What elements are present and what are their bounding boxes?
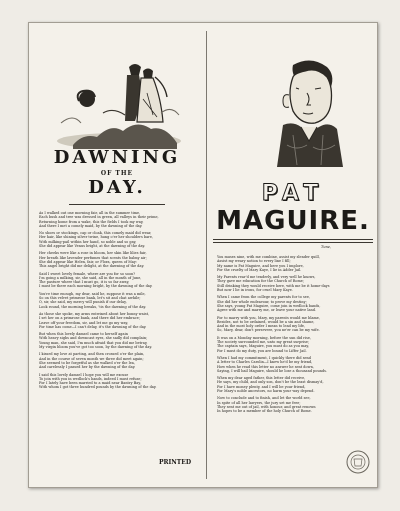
stanza: [39, 292, 201, 309]
broadside-sheet: [28, 22, 378, 488]
stanza: [39, 312, 201, 329]
portrait-woodcut-illustration: [253, 55, 357, 167]
verse-line: With milking-pail within her hand, so noble and so gay,: [39, 239, 137, 244]
verse-line: And in the most holy order I mean to lead my life,: [217, 324, 306, 329]
verse-line: In hopes to be a member of the holy Church of Rome.: [217, 409, 312, 414]
verse-line: Returning home from a wake, this the fields I took my way,: [39, 219, 144, 224]
stanza: [217, 275, 373, 292]
verse-line: They gave me education for the Church of Rome;: [217, 279, 304, 284]
stanza: [39, 231, 201, 248]
verse-line: Leave off your freedom, sir, and let me go my way,: [39, 320, 129, 325]
couple-woodcut-illustration: [53, 53, 185, 153]
verse-line: Each bush and tree was dressed in green, all valleys in their prime,: [39, 215, 159, 220]
stanza: [217, 356, 373, 373]
verse-line: She seemed to be forgetful as she walked o'er the lea,: [39, 360, 135, 365]
verse-line: As I walked out one morning fair, all in the summer time,: [39, 211, 141, 215]
verse-line: It was on a Monday morning, before the sun did rise,: [217, 335, 312, 340]
printer-mark: PRINTED: [159, 459, 192, 466]
verse-line: For I have money plenty, and I will be your friend,: [217, 384, 306, 389]
stanza: [39, 352, 201, 369]
verse-line: For time has come—I can't delay, it's the dawning of the day.: [39, 324, 147, 329]
verse-line: I'm going a milking, sir, she said, all in the month of June,: [39, 275, 142, 280]
pat-title: PAT: [261, 181, 325, 206]
verse-line: For to marry with you, Mary, my parents would me blame,: [217, 315, 320, 320]
stanza: [217, 295, 373, 312]
verse-line: When my dear aged father, this letter did receive,: [217, 376, 306, 381]
verse-line: The society surrounded me, unto my great surprise;: [217, 340, 310, 345]
verse-line: So on this velvet primrose bank, let's sit and chat awhile;: [39, 296, 141, 301]
verse-line: Besides, not to be ordained, would be a sin and shame,: [217, 319, 315, 324]
verse-line: I said this lovely damsel I hope you will me excuse: [39, 372, 129, 377]
verse-line: No shoes or stockings, cap or cloak, this comely maid did wear,: [39, 231, 152, 236]
verse-line: And there I met a comely maid, by the dawning of the day.: [39, 223, 143, 228]
verse-line: To join with you in wedlock's bands, indeed I must refuse;: [39, 376, 142, 381]
verse-line: Now to conclude and to finish, and let the world see,: [217, 396, 311, 401]
verse-line: Her hair, like shining silver twine, hung o'er her shoulders bare,: [39, 235, 154, 240]
column-divider: [206, 31, 207, 479]
verse-line: O, sir, she said, my mercy will punish if our delay,: [39, 300, 127, 305]
verse-line: She did appear like Venus bright, at the dawning of the day.: [39, 244, 146, 249]
verse-line: My Parents rear'd me tenderly, and very well he knows,: [217, 275, 316, 280]
verse-line: For I must do my duty, you are bound to Liffer Jail.: [217, 348, 307, 353]
stanza: [39, 251, 201, 268]
stanza: [39, 373, 201, 390]
verse-line: My name is Pat Maguire, and here you I implore,: [217, 263, 304, 268]
maguire-ballad-text: [217, 255, 373, 417]
stanza: [217, 376, 373, 393]
verse-line: But when this lovely damsel came to herself again: [39, 332, 128, 337]
verse-line: And in the course of seven month we three did meet again;: [39, 356, 144, 361]
verse-line: I must be there each morning bright, by the dawning of the day.: [39, 284, 153, 289]
verse-line: As those she spoke, my arms entwined about her bonny waist,: [39, 311, 150, 316]
day-title: DAY.: [88, 177, 146, 198]
verse-line: Saying, I will bail Maguire, should he lose a thousand pounds.: [217, 368, 328, 373]
verse-line: So, Mary, dear, don't persevere, you ne'er can be my wife.: [217, 328, 320, 333]
verse-line: My virgin bloom you've got too soon, by the dawning of the day.: [39, 345, 153, 350]
verse-line: Agree with me and marry me, or leave your native land.: [217, 308, 317, 313]
dawning-ballad-text: [39, 211, 201, 393]
verse-line: With heavy sighs and downcast eyes, she sadly did complain;: [39, 336, 148, 341]
right-column: [209, 23, 377, 487]
verse-line: When I had my commitment, I quickly there did send: [217, 355, 312, 360]
verse-line: Said I sweet lovely female, where are you for so soon?: [39, 271, 136, 276]
verse-line: For Mary's noble ancestors, no harm your way depend.: [217, 389, 315, 394]
dawning-title: DAWNING: [53, 147, 181, 168]
verse-line: You muses nine, with me combine, assist my slender quill,: [217, 255, 320, 259]
left-title-rule: [69, 204, 165, 205]
stanza: [217, 316, 373, 333]
left-column: [29, 23, 205, 487]
verse-line: She did her whole endeavour, to prove my destiny;: [217, 299, 307, 304]
verse-line: Look round, the morning breaks, 'tis the dawning of the day.: [39, 304, 147, 309]
verse-line: And carelessly I passed her by the dawning of the day.: [39, 365, 136, 370]
verse-line: The captain says, Maguire, you must do as you may,: [217, 344, 310, 349]
verse-line: I kissed my love at parting, and then crossed o'er the plain,: [39, 352, 145, 357]
verse-line: But now I lie in irons, for cruel Mary Kaye.: [217, 288, 293, 293]
stanza: [39, 332, 201, 349]
stanza: [217, 255, 373, 272]
verse-line: They sent me out of jail, with honour, and great renown: [217, 404, 316, 409]
library-stamp-icon: [345, 449, 371, 475]
verse-line: Her breath like lavender perfumes that scents the balmy air;: [39, 255, 147, 260]
verse-line: He says, my child, and only son, don't be the least dismay'd,: [217, 380, 324, 385]
verse-line: I set her on a primrose bank, and there did her embrace;: [39, 316, 141, 321]
verse-line: You're time enough, my dear, said he, suppose it was a mile,: [39, 291, 146, 296]
verse-line: A letter to Charles Carolin—I knew he'd be my friend,: [217, 360, 313, 365]
verse-line: She did appear like Helen, fair, or Flora, queen of May:: [39, 259, 138, 264]
verse-line: This angel bright did me delight, at the dawning of the day.: [39, 264, 145, 269]
of-the-caption: OF THE: [100, 170, 134, 177]
right-title-rule: [213, 242, 373, 243]
tune-label: Tune,: [321, 245, 332, 249]
verse-line: She says, young Pat Maguire, come join in wedlock bands,: [217, 303, 321, 308]
right-title-rule: [213, 239, 373, 240]
verse-line: In spite of all her lawyers, the jury set me free;: [217, 400, 301, 405]
verse-line: How when he read this letter no answer he sent down,: [217, 364, 314, 369]
maguire-title: MAGUIRE.: [216, 206, 370, 236]
stanza: [217, 336, 373, 353]
verse-line: For the cruelty of Mary Kaye, I lie in Adder Jail.: [217, 267, 302, 272]
stanza: [39, 211, 201, 228]
verse-line: When I came from the college my parents for to see,: [217, 295, 311, 300]
stanza: [217, 396, 373, 413]
verse-line: The pasture where that I must go, it is so far away,: [39, 280, 130, 285]
verse-line: For I lately have been married to a maid near Bantry Bay,: [39, 381, 141, 386]
stanza: [39, 272, 201, 289]
verse-line: Assist my weary notion to every line I fill;: [217, 259, 291, 264]
verse-line: Young man, she said, I'm much afraid that you did me betray,: [39, 340, 148, 345]
verse-line: With whom I got three hundred pounds by the dawning of the day.: [39, 385, 157, 390]
verse-line: Still drinking they would receive here, with me be it home-days: [217, 283, 330, 288]
verse-line: Her cheeks were like a rose in bloom, her skin like lilies fair,: [39, 251, 147, 256]
